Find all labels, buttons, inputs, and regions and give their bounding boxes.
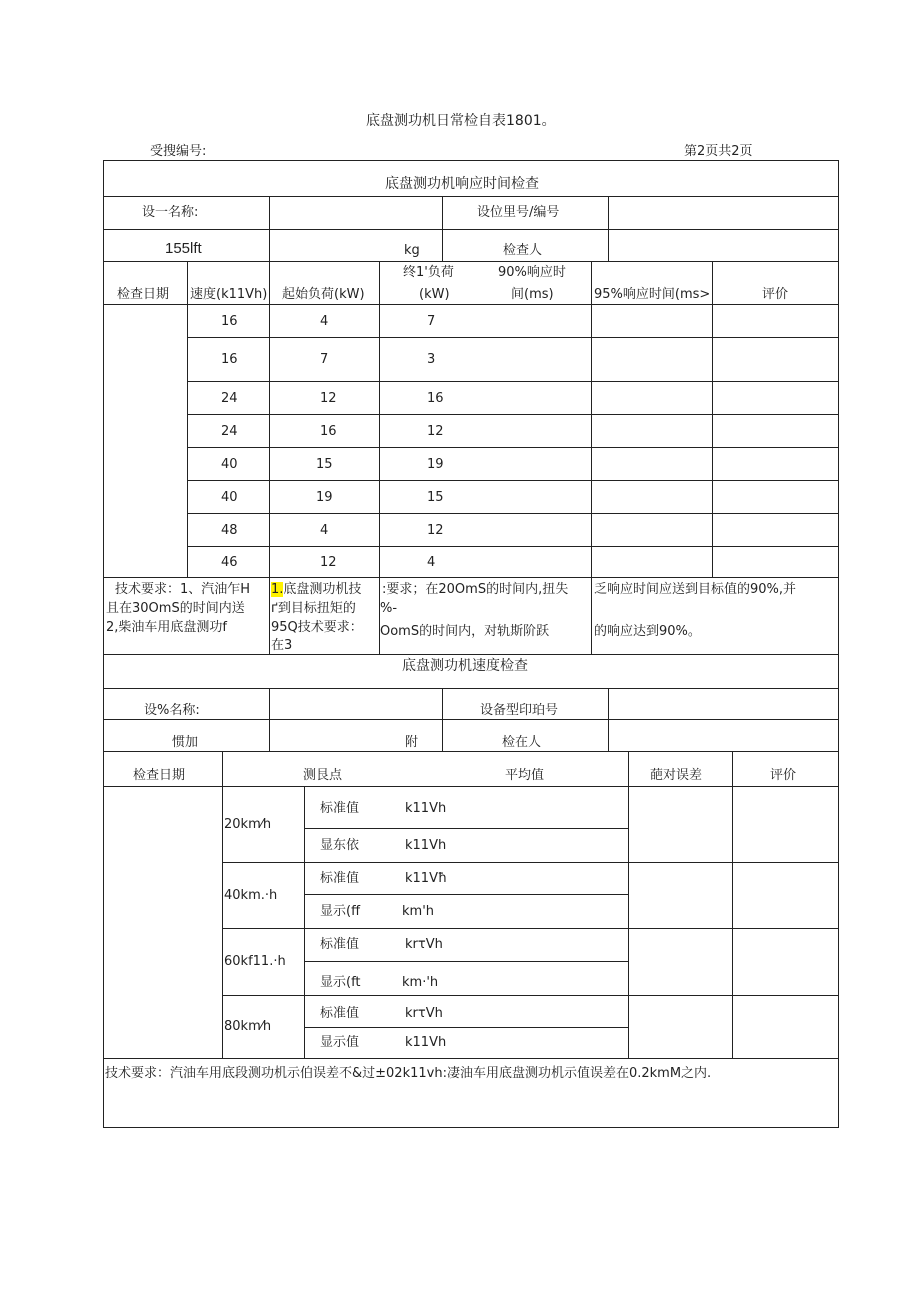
- row-end-load: 4: [427, 555, 436, 570]
- display-unit: k11Vh: [405, 1035, 447, 1050]
- standard-unit: krτVh: [405, 1006, 443, 1021]
- row-start-load: 12: [320, 555, 337, 570]
- tech-req-col3-line2: %-: [380, 601, 398, 616]
- device-name-field[interactable]: [272, 199, 439, 227]
- tech-req-col2-line1: 1.底盘测功机技: [271, 582, 362, 597]
- row-start-load: 12: [320, 391, 337, 406]
- model-field[interactable]: [611, 691, 836, 717]
- position-number-field[interactable]: [611, 199, 836, 227]
- tech-req-speed: 技术要求：汽油车用底段测功机示伯误差不&过±02k11vh:凄油车用底盘测功机示值误差在0.2kmM之内.: [105, 1066, 712, 1081]
- page-title: 底盘测功机日常检自表1801。: [366, 113, 556, 129]
- standard-label: 标准值: [320, 1006, 360, 1021]
- device-name-field-2[interactable]: [272, 691, 439, 717]
- model-label: 设备型印珀号: [480, 703, 559, 718]
- standard-label: 标准值: [320, 871, 360, 886]
- display-unit: km·'h: [402, 975, 439, 990]
- row-speed: 24: [221, 424, 238, 439]
- row-start-load: 19: [316, 490, 333, 505]
- header-measure-point: 测艮点: [303, 768, 343, 783]
- display-label: 显示(ft: [320, 975, 361, 990]
- display-label: 显示(ff: [320, 904, 361, 919]
- tech-req-col2-line3: 95Q技术要求：: [271, 620, 363, 635]
- tech-req-col4-line1: 乏响应时间应送到目标值的90%,并: [594, 582, 797, 597]
- attach-label: 附: [405, 735, 419, 750]
- header-date: 检查日期: [117, 287, 170, 302]
- position-number-label: 设位里号/编号: [477, 205, 560, 220]
- inertia-label: 惯加: [172, 735, 199, 750]
- standard-unit: k11Vh: [405, 801, 447, 816]
- standard-label: 标准值: [320, 937, 360, 952]
- row-end-load: 15: [427, 490, 444, 505]
- header-end-load: 终1'负荷: [403, 265, 454, 280]
- tech-req-col1-line1: 技术要求：1、汽油乍H: [115, 582, 251, 597]
- row-end-load: 12: [427, 523, 444, 538]
- display-label: 显东依: [320, 838, 360, 853]
- display-unit: k11Vh: [405, 838, 447, 853]
- section2-heading: 底盘测功机速度检查: [402, 658, 528, 674]
- inspector-field[interactable]: [611, 232, 836, 259]
- section1-heading: 底盘测功机响应时间检查: [385, 176, 539, 192]
- row-end-load: 16: [427, 391, 444, 406]
- standard-label: 标准值: [320, 801, 360, 816]
- speed-point: 80km⁄h: [224, 1019, 272, 1034]
- header-speed: 速度(k11Vh): [190, 287, 268, 302]
- tech-req-col3-line3: OomS的时间内，对轨斯阶跃: [380, 624, 550, 639]
- page-info: 第2页共2页: [684, 144, 753, 159]
- header-end-load-unit: (kW): [419, 287, 450, 302]
- header-eval-2: 评价: [770, 768, 797, 783]
- row-end-load: 3: [427, 352, 436, 367]
- tech-req-col1-line3: 2,柴油车用底盘测功f: [106, 620, 227, 635]
- tech-req-col3-line1: :要求；在20OmS的时间内,扭失: [382, 582, 569, 597]
- kg-unit-label: kg: [404, 243, 420, 258]
- display-unit: km'h: [402, 904, 435, 919]
- tech-req-col2-line4: 在3: [271, 638, 293, 653]
- header-resp90-unit: 间(ms): [511, 287, 554, 302]
- row-end-load: 7: [427, 314, 436, 329]
- inertia-value: 155lft: [165, 240, 202, 257]
- row-end-load: 19: [427, 457, 444, 472]
- inspector-label: 检查人: [503, 243, 543, 258]
- serial-number-label: 受搜编号:: [150, 144, 207, 159]
- row-speed: 16: [221, 314, 238, 329]
- display-label: 显示值: [320, 1035, 360, 1050]
- speed-point: 20km⁄h: [224, 817, 272, 832]
- row-start-load: 7: [320, 352, 329, 367]
- speed-point: 60kf11.·h: [224, 954, 286, 969]
- highlight-mark: 1.: [271, 582, 284, 597]
- header-resp90: 90%响应时: [498, 265, 566, 280]
- row-speed: 40: [221, 490, 238, 505]
- inspector-label-2: 检在人: [502, 735, 542, 750]
- header-start-load: 起始负荷(kW): [282, 287, 365, 302]
- row-speed: 40: [221, 457, 238, 472]
- tech-req-col2-line2: ґ到目标扭矩的: [271, 601, 356, 616]
- row-speed: 16: [221, 352, 238, 367]
- standard-unit: k11Vħ: [405, 871, 447, 886]
- row-start-load: 4: [320, 523, 329, 538]
- standard-unit: krτVh: [405, 937, 443, 952]
- row-start-load: 16: [320, 424, 337, 439]
- device-name-label: 设一名称:: [142, 205, 199, 220]
- row-start-load: 4: [320, 314, 329, 329]
- header-date-2: 检查日期: [133, 768, 186, 783]
- inspector-field-2[interactable]: [611, 722, 836, 749]
- row-speed: 46: [221, 555, 238, 570]
- row-start-load: 15: [316, 457, 333, 472]
- speed-point: 40km.·h: [224, 888, 278, 903]
- tech-req-col1-line2: 且在30OmS的时间内送: [106, 601, 245, 616]
- header-eval: 评价: [762, 287, 789, 302]
- header-average: 平均值: [505, 768, 545, 783]
- device-name-label-2: 设%名称:: [144, 703, 200, 718]
- row-end-load: 12: [427, 424, 444, 439]
- tech-req-col4-line2: 的响应达到90%。: [594, 624, 701, 639]
- row-speed: 48: [221, 523, 238, 538]
- header-abs-error: 葩对误差: [650, 768, 703, 783]
- header-resp95: 95%响应时间(ms>: [594, 287, 711, 302]
- row-speed: 24: [221, 391, 238, 406]
